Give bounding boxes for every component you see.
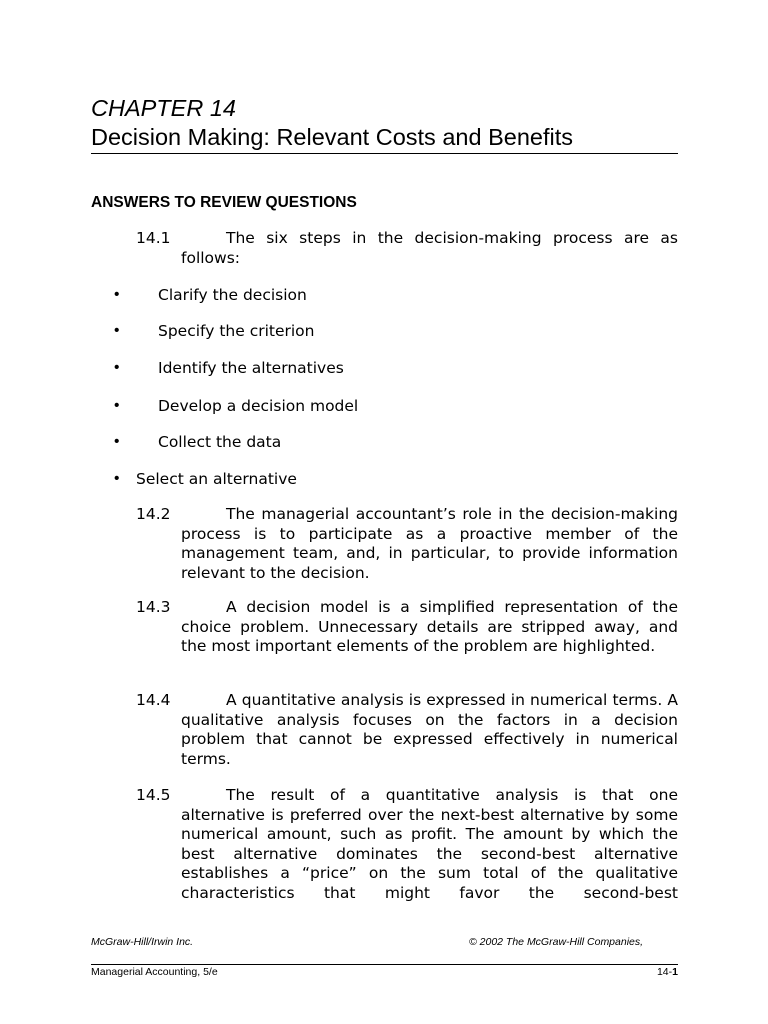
question-answer-text: A quantitative analysis is expressed in numerical terms. A qualitative analysis focuses on the factors in a decision problem that cannot be expressed effectively in numerical terms. xyxy=(181,691,678,768)
bullet-glyph: • xyxy=(114,286,120,303)
page-number-prefix: 14- xyxy=(656,966,673,978)
question-answer-text: The six steps in the decision-making process are as follows: xyxy=(181,229,678,267)
page-footer-top xyxy=(91,936,678,965)
question-answer xyxy=(136,598,678,657)
list-item-text: Clarify the decision xyxy=(158,286,307,304)
question-number: 14.3 xyxy=(136,598,171,616)
bullet-glyph: • xyxy=(114,322,120,339)
question-answer-text: A decision model is a simplified representation of the choice problem. Unnecessary details are stripped away, and the most important elements of the problem are highlighted. xyxy=(181,598,678,655)
question-answer xyxy=(136,786,678,903)
list-item-text: Identify the alternatives xyxy=(158,359,344,377)
page-footer-bottom xyxy=(91,966,678,980)
review-question-14-2 xyxy=(136,505,678,583)
question-answer xyxy=(136,229,678,268)
bullet-glyph: • xyxy=(114,470,120,487)
question-number: 14.2 xyxy=(136,505,171,523)
review-question-14-5 xyxy=(136,786,678,924)
question-number: 14.4 xyxy=(136,691,171,709)
review-question-14-4 xyxy=(136,691,678,769)
list-item-text: Specify the criterion xyxy=(158,322,315,340)
list-item-text: Collect the data xyxy=(158,433,282,451)
footer-publisher: McGraw-Hill/Irwin Inc. xyxy=(91,936,194,948)
page-number xyxy=(657,966,678,979)
question-answer-text: The result of a quantitative analysis is that one alternative is preferred over the next-best alternative by some numerical amount, such as profit. The amount by which the best alternative dominates the second-best alternative establishes a “price” on the sum total of the qualitative characteristics that might favor the second-best xyxy=(181,786,678,902)
chapter-label: CHAPTER 14 xyxy=(91,95,236,121)
page-number-value: 1 xyxy=(672,966,678,978)
question-answer xyxy=(136,505,678,583)
bullet-glyph: • xyxy=(114,397,120,414)
list-item-text: Develop a decision model xyxy=(158,397,359,415)
list-item-text: Select an alternative xyxy=(136,470,297,488)
question-answer-text: The managerial accountant’s role in the decision-making process is to participate as a proactive member of the management team, and, in particular, to provide information relevant to the decision. xyxy=(181,505,678,582)
bullet-glyph: • xyxy=(114,433,120,450)
question-answer xyxy=(136,691,678,769)
review-question-14-3 xyxy=(136,598,678,657)
question-number: 14.1 xyxy=(136,229,171,247)
question-number: 14.5 xyxy=(136,786,171,804)
review-question-14-1 xyxy=(136,229,678,268)
section-heading: ANSWERS TO REVIEW QUESTIONS xyxy=(91,194,357,211)
bullet-glyph: • xyxy=(114,359,120,376)
footer-book-title: Managerial Accounting, 5/e xyxy=(91,966,218,978)
footer-copyright: © 2002 The McGraw-Hill Companies, xyxy=(469,936,644,948)
chapter-title: Decision Making: Relevant Costs and Benefits xyxy=(91,123,678,154)
